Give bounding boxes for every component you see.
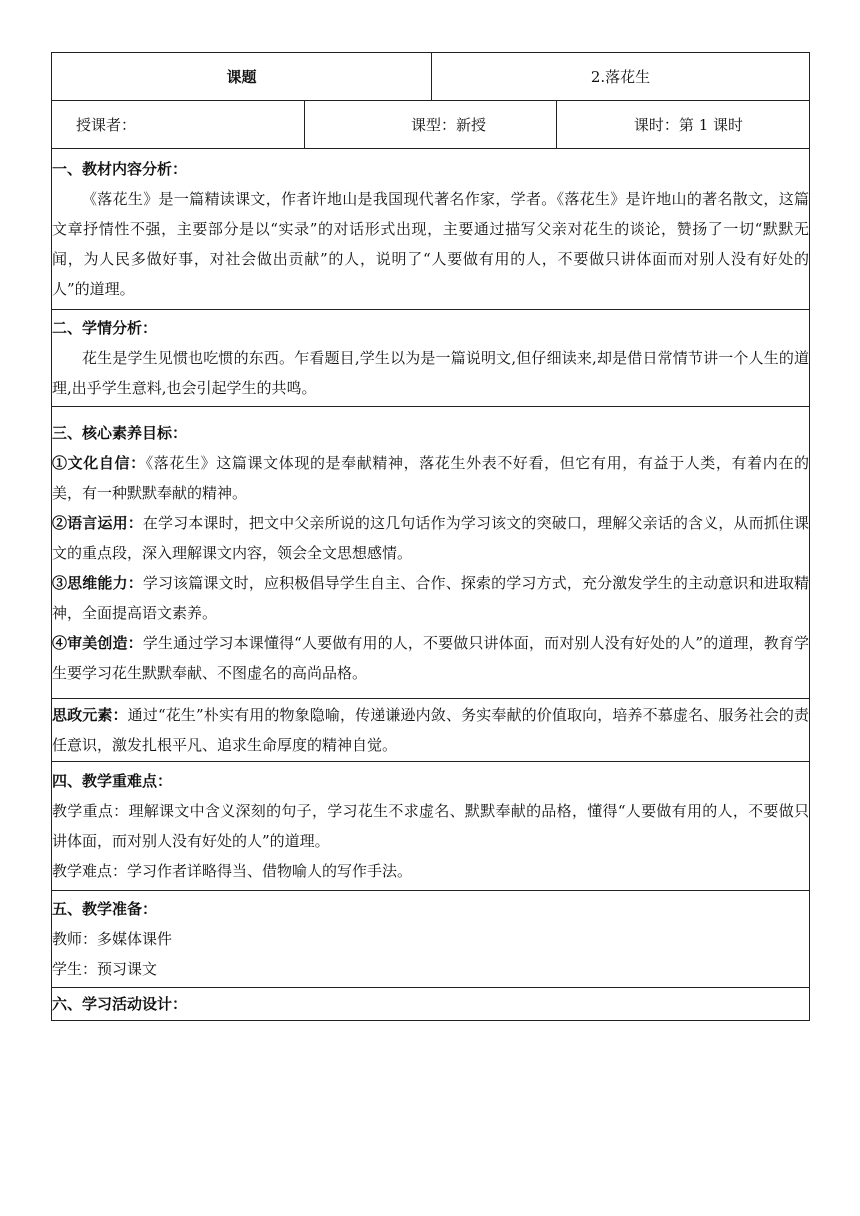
section-core-goals bbox=[52, 407, 810, 699]
topic-value: 2.落花生 bbox=[432, 53, 810, 101]
goal-text: 《落花生》这篇课文体现的是奉献精神，落花生外表不好看，但它有用，有益于人类，有着内在的美，有一种默默奉献的精神。 bbox=[52, 453, 809, 502]
section-title: 四、教学重难点： bbox=[52, 772, 173, 790]
section-key-difficult-points bbox=[52, 762, 810, 891]
ideological-label: 思政元素： bbox=[52, 706, 128, 724]
goal-text: 学生通过学习本课懂得“人要做有用的人，不要做只讲体面，而对别人没有好处的人”的道理，教育学生要学习花生默默奉献、不图虚名的高尚品格。 bbox=[52, 633, 810, 682]
teacher-label: 授课者： bbox=[52, 101, 305, 149]
goal-label: ①文化自信： bbox=[52, 453, 146, 472]
section-title: 二、学情分析： bbox=[52, 319, 158, 337]
section-title: 一、教材内容分析： bbox=[52, 160, 188, 178]
ideological-text bbox=[52, 700, 809, 760]
course-time: 课时：第 1 课时 bbox=[557, 101, 810, 149]
section-textbook-analysis bbox=[52, 149, 810, 310]
section-activity-design bbox=[52, 988, 810, 1021]
section-title: 六、学习活动设计： bbox=[52, 995, 188, 1013]
goal-item bbox=[52, 448, 809, 508]
section-preparation bbox=[52, 891, 810, 988]
goal-label: ②语言运用： bbox=[52, 513, 143, 532]
goal-item bbox=[52, 628, 809, 688]
section-ideological-elements bbox=[52, 699, 810, 762]
meta-row bbox=[52, 101, 810, 149]
teacher-prep: 教师：多媒体课件 bbox=[52, 930, 173, 948]
goal-label: ③思维能力： bbox=[52, 573, 143, 592]
goal-item bbox=[52, 568, 809, 628]
goal-text: 在学习本课时，把文中父亲所说的这几句话作为学习该文的突破口，理解父亲话的含义，从而抓住课文的重点段，深入理解课文内容，领会全文思想感情。 bbox=[52, 513, 809, 562]
topic-row bbox=[52, 53, 810, 101]
student-prep: 学生：预习课文 bbox=[52, 960, 158, 978]
ideological-body: 通过“花生”朴实有用的物象隐喻，传递谦逊内敛、务实奉献的价值取向，培养不慕虚名、服务社会的责任意识，激发扎根平凡、追求生命厚度的精神自觉。 bbox=[52, 706, 810, 754]
topic-label: 课题 bbox=[52, 53, 432, 101]
difficult-point: 教学难点：学习作者详略得当、借物喻人的写作手法。 bbox=[52, 862, 413, 880]
lesson-plan-table bbox=[51, 52, 810, 1021]
key-point: 教学重点：理解课文中含义深刻的句子，学习花生不求虚名、默默奉献的品格，懂得“人要做有用的人，不要做只讲体面，而对别人没有好处的人”的道理。 bbox=[52, 802, 810, 850]
course-type: 课型：新授 bbox=[305, 101, 557, 149]
section-title: 三、核心素养目标： bbox=[52, 423, 188, 442]
section-body: 花生是学生见惯也吃惯的东西。乍看题目,学生以为是一篇说明文,但仔细读来,却是借日常情节讲一个人生的道理,出乎学生意料,也会引起学生的共鸣。 bbox=[52, 349, 810, 397]
goal-item bbox=[52, 508, 809, 568]
goal-text: 学习该篇课文时，应积极倡导学生自主、合作、探索的学习方式，充分激发学生的主动意识和进取精神，全面提高语文素养。 bbox=[52, 573, 809, 622]
section-title: 五、教学准备： bbox=[52, 900, 158, 918]
section-body: 《落花生》是一篇精读课文，作者许地山是我国现代著名作家，学者。《落花生》是许地山的著名散文，这篇文章抒情性不强，主要部分是以“实录”的对话形式出现，主要通过描写父亲对花生的谈论，赞扬了一切“默默无闻，为人民多做好事，对社会做出贡献”的人，说明了“人要做有用的人，不要做只讲体面而对别人没有好处的人”的道理。 bbox=[52, 190, 810, 298]
goal-label: ④审美创造： bbox=[52, 633, 143, 652]
section-learner-analysis bbox=[52, 310, 810, 407]
lesson-plan bbox=[51, 52, 809, 1021]
